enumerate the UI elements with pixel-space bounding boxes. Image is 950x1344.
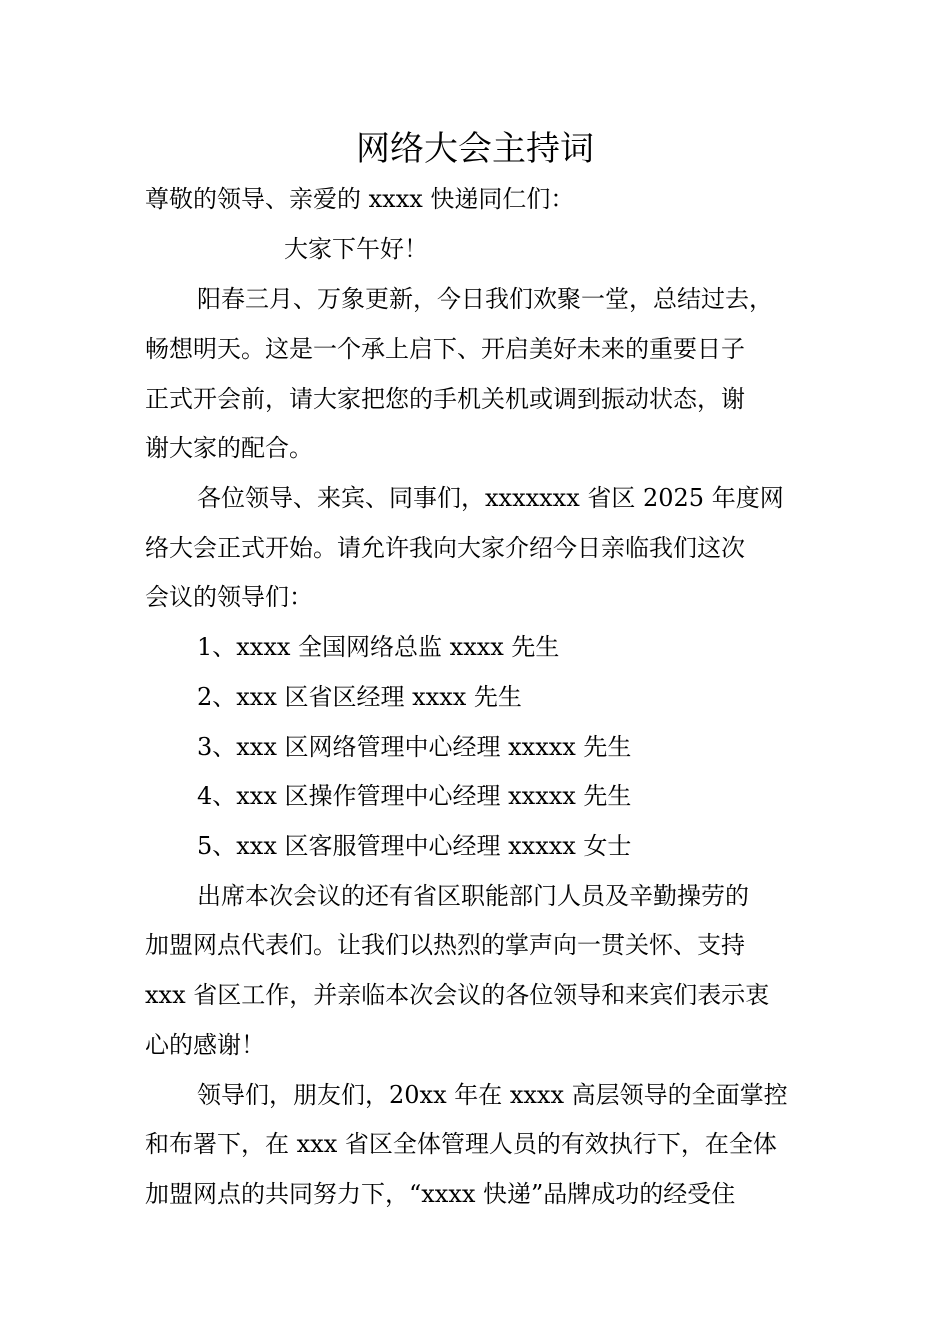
document-title: 网络大会主持词	[356, 129, 594, 169]
paragraph-line: 心的感谢！	[145, 1031, 265, 1059]
paragraph-line: 领导们，朋友们，20xx 年在 xxxx 高层领导的全面掌控	[197, 1081, 788, 1109]
greeting-line: 大家下午好！	[284, 235, 428, 263]
list-item: 2、xxx 区省区经理 xxxx 先生	[197, 683, 522, 711]
paragraph-line: 出席本次会议的还有省区职能部门人员及辛勤操劳的	[197, 882, 749, 910]
paragraph-line: 加盟网点的共同努力下，“xxxx 快递”品牌成功的经受住	[145, 1180, 736, 1208]
paragraph-line: 谢大家的配合。	[145, 434, 313, 462]
paragraph-line: xxx 省区工作，并亲临本次会议的各位领导和来宾们表示衷	[145, 981, 770, 1009]
list-item: 3、xxx 区网络管理中心经理 xxxxx 先生	[197, 733, 632, 761]
list-item: 1、xxxx 全国网络总监 xxxx 先生	[197, 633, 560, 661]
salutation-line: 尊敬的领导、亲爱的 xxxx 快递同仁们：	[145, 185, 575, 213]
paragraph-line: 会议的领导们：	[145, 583, 313, 611]
paragraph-line: 畅想明天。这是一个承上启下、开启美好未来的重要日子	[145, 335, 745, 363]
paragraph-line: 络大会正式开始。请允许我向大家介绍今日亲临我们这次	[145, 534, 745, 562]
paragraph-line: 正式开会前，请大家把您的手机关机或调到振动状态，谢	[145, 385, 745, 413]
paragraph-line: 各位领导、来宾、同事们，xxxxxxx 省区 2025 年度网	[197, 484, 784, 512]
list-item: 5、xxx 区客服管理中心经理 xxxxx 女士	[197, 832, 632, 860]
list-item: 4、xxx 区操作管理中心经理 xxxxx 先生	[197, 782, 632, 810]
paragraph-line: 加盟网点代表们。让我们以热烈的掌声向一贯关怀、支持	[145, 931, 745, 959]
paragraph-line: 阳春三月、万象更新，今日我们欢聚一堂，总结过去，	[197, 285, 773, 313]
paragraph-line: 和布署下，在 xxx 省区全体管理人员的有效执行下，在全体	[145, 1130, 777, 1158]
